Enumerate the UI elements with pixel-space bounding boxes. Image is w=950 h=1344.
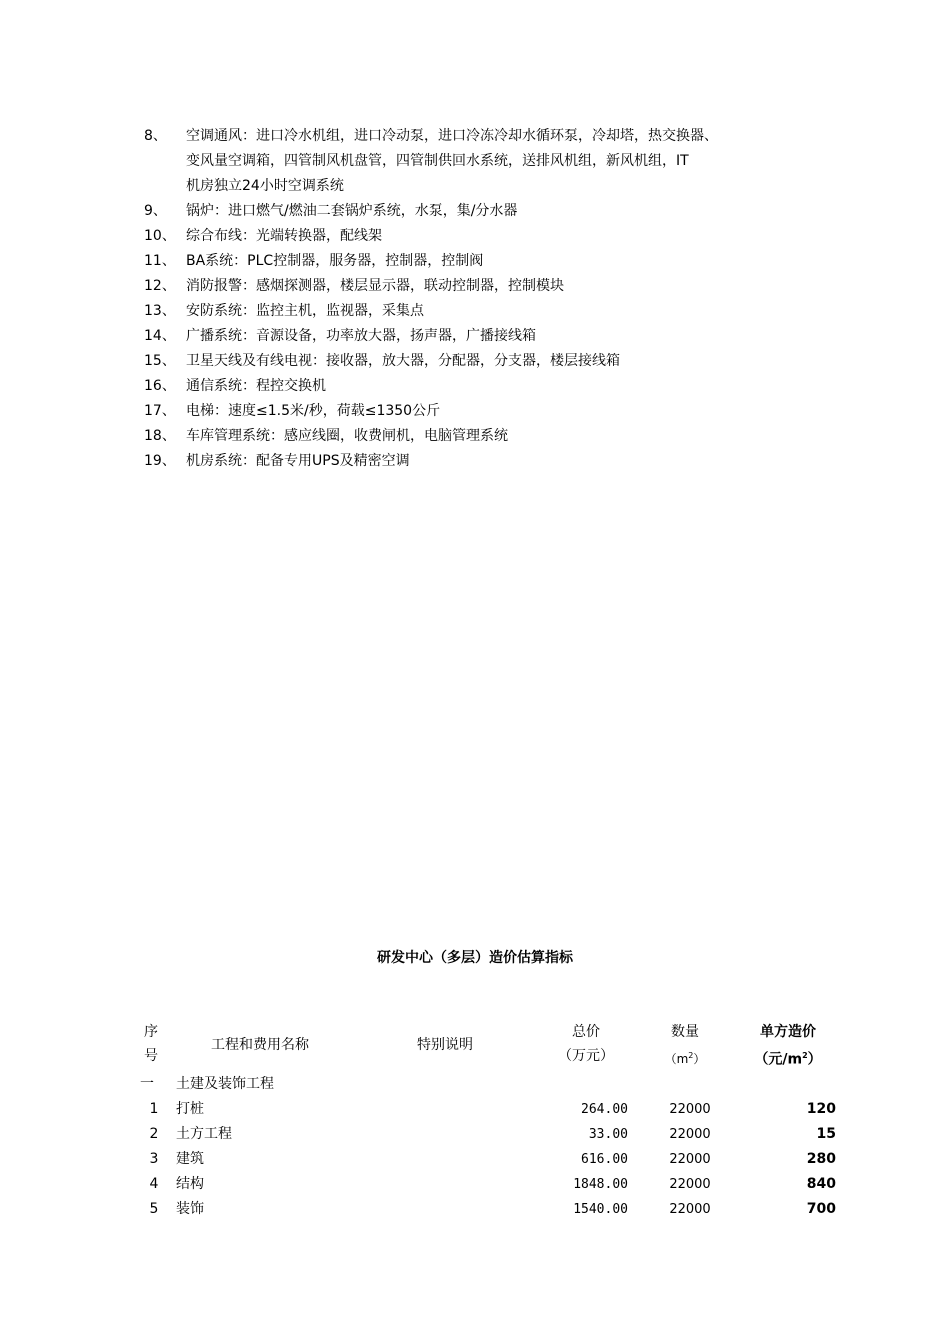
item-line: 电梯：速度≤1.5米/秒，荷载≤1350公斤 xyxy=(186,403,441,419)
list-item xyxy=(144,399,834,424)
item-text xyxy=(186,349,834,374)
systems-list xyxy=(144,124,834,474)
row-unit-price: 15 xyxy=(816,1126,836,1142)
row-total: 33.00 xyxy=(588,1127,628,1142)
row-total: 1848.00 xyxy=(573,1177,628,1192)
row-no: 3 xyxy=(149,1151,159,1167)
header-no-line2: 号 xyxy=(144,1048,158,1064)
header-unit-line2 xyxy=(740,1044,836,1072)
row-qty: 22000 xyxy=(669,1202,711,1217)
row-qty: 22000 xyxy=(669,1102,711,1117)
header-qty-line2 xyxy=(650,1044,720,1071)
item-line: 机房系统：配备专用UPS及精密空调 xyxy=(186,453,410,469)
row-qty: 22000 xyxy=(669,1177,711,1192)
row-total: 1540.00 xyxy=(573,1202,628,1217)
item-number: 9、 xyxy=(144,203,167,219)
section-no: 一 xyxy=(140,1076,154,1092)
header-name: 工程和费用名称 xyxy=(211,1037,309,1053)
header-total xyxy=(540,1020,632,1068)
row-no: 1 xyxy=(149,1101,159,1117)
header-qty-line1: 数量 xyxy=(671,1024,699,1040)
item-number: 8、 xyxy=(144,128,167,144)
header-qty-unit: （m xyxy=(664,1052,689,1066)
list-item xyxy=(144,324,834,349)
list-item xyxy=(144,249,834,274)
row-name: 装饰 xyxy=(176,1201,204,1217)
row-total: 264.00 xyxy=(581,1102,628,1117)
row-qty: 22000 xyxy=(669,1152,711,1167)
item-text xyxy=(186,324,834,349)
header-qty-sup: 2 xyxy=(688,1051,694,1060)
item-line: 广播系统：音源设备，功率放大器，扬声器，广播接线箱 xyxy=(186,328,536,344)
item-number: 15、 xyxy=(144,353,176,369)
item-text xyxy=(186,449,834,474)
row-name: 结构 xyxy=(176,1176,204,1192)
item-line: 通信系统：程控交换机 xyxy=(186,378,326,394)
header-unit-sup: 2 xyxy=(802,1051,808,1060)
section-row xyxy=(140,1072,840,1097)
item-text xyxy=(186,374,834,399)
item-text xyxy=(186,274,834,299)
header-no xyxy=(140,1020,162,1068)
row-name: 建筑 xyxy=(176,1151,204,1167)
table-row xyxy=(140,1122,840,1147)
header-unit-price xyxy=(740,1020,836,1072)
header-qty-close: ） xyxy=(693,1052,706,1066)
list-item xyxy=(144,449,834,474)
row-unit-price: 280 xyxy=(806,1151,836,1167)
header-qty xyxy=(650,1020,720,1071)
header-total-line1: 总价 xyxy=(572,1024,600,1040)
item-line: 消防报警：感烟探测器，楼层显示器，联动控制器，控制模块 xyxy=(186,278,564,294)
item-number: 17、 xyxy=(144,403,176,419)
cost-table xyxy=(140,1018,840,1222)
list-item xyxy=(144,274,834,299)
row-unit-price: 120 xyxy=(806,1101,836,1117)
item-text xyxy=(186,124,834,199)
row-name: 打桩 xyxy=(176,1101,204,1117)
row-no: 2 xyxy=(149,1126,159,1142)
header-unit-unit: （元/m xyxy=(754,1051,803,1068)
list-item xyxy=(144,374,834,399)
header-unit-close: ） xyxy=(807,1051,822,1068)
table-row xyxy=(140,1147,840,1172)
header-no-line1: 序 xyxy=(144,1024,158,1040)
table-row xyxy=(140,1197,840,1222)
item-number: 12、 xyxy=(144,278,176,294)
row-unit-price: 840 xyxy=(806,1176,836,1192)
item-number: 10、 xyxy=(144,228,176,244)
item-line: 空调通风：进口冷水机组，进口冷动泵，进口冷冻冷却水循环泵，冷却塔，热交换器、 xyxy=(186,128,718,144)
item-text xyxy=(186,399,834,424)
item-text xyxy=(186,199,834,224)
item-number: 11、 xyxy=(144,253,176,269)
row-unit-price: 700 xyxy=(806,1201,836,1217)
list-item xyxy=(144,424,834,449)
item-text xyxy=(186,299,834,324)
list-item xyxy=(144,224,834,249)
item-text xyxy=(186,249,834,274)
item-number: 18、 xyxy=(144,428,176,444)
row-name: 土方工程 xyxy=(176,1126,232,1142)
item-line: 锅炉：进口燃气/燃油二套锅炉系统，水泵，集/分水器 xyxy=(186,203,518,219)
list-item xyxy=(144,349,834,374)
header-unit-line1: 单方造价 xyxy=(760,1024,816,1040)
table-title: 研发中心（多层）造价估算指标 xyxy=(377,950,573,966)
item-line: 综合布线：光端转换器，配线架 xyxy=(186,228,382,244)
row-no: 5 xyxy=(149,1201,159,1217)
list-item xyxy=(144,124,834,199)
row-qty: 22000 xyxy=(669,1127,711,1142)
item-number: 19、 xyxy=(144,453,176,469)
item-line: BA系统：PLC控制器，服务器，控制器，控制阀 xyxy=(186,253,484,269)
row-total: 616.00 xyxy=(581,1152,628,1167)
item-line: 安防系统：监控主机，监视器，采集点 xyxy=(186,303,424,319)
header-total-line2: （万元） xyxy=(558,1048,614,1064)
item-text xyxy=(186,424,834,449)
item-text xyxy=(186,224,834,249)
header-note: 特别说明 xyxy=(417,1037,473,1053)
item-line: 变风量空调箱，四管制风机盘管，四管制供回水系统，送排风机组，新风机组，IT xyxy=(186,153,689,169)
item-line: 车库管理系统：感应线圈，收费闸机，电脑管理系统 xyxy=(186,428,508,444)
list-item xyxy=(144,299,834,324)
item-number: 16、 xyxy=(144,378,176,394)
item-line: 卫星天线及有线电视：接收器，放大器，分配器，分支器，楼层接线箱 xyxy=(186,353,620,369)
table-row xyxy=(140,1097,840,1122)
item-number: 13、 xyxy=(144,303,176,319)
row-no: 4 xyxy=(149,1176,159,1192)
table-row xyxy=(140,1172,840,1197)
section-name: 土建及装饰工程 xyxy=(176,1076,274,1092)
table-header xyxy=(140,1018,840,1072)
item-number: 14、 xyxy=(144,328,176,344)
item-line: 机房独立24小时空调系统 xyxy=(186,178,344,194)
list-item xyxy=(144,199,834,224)
